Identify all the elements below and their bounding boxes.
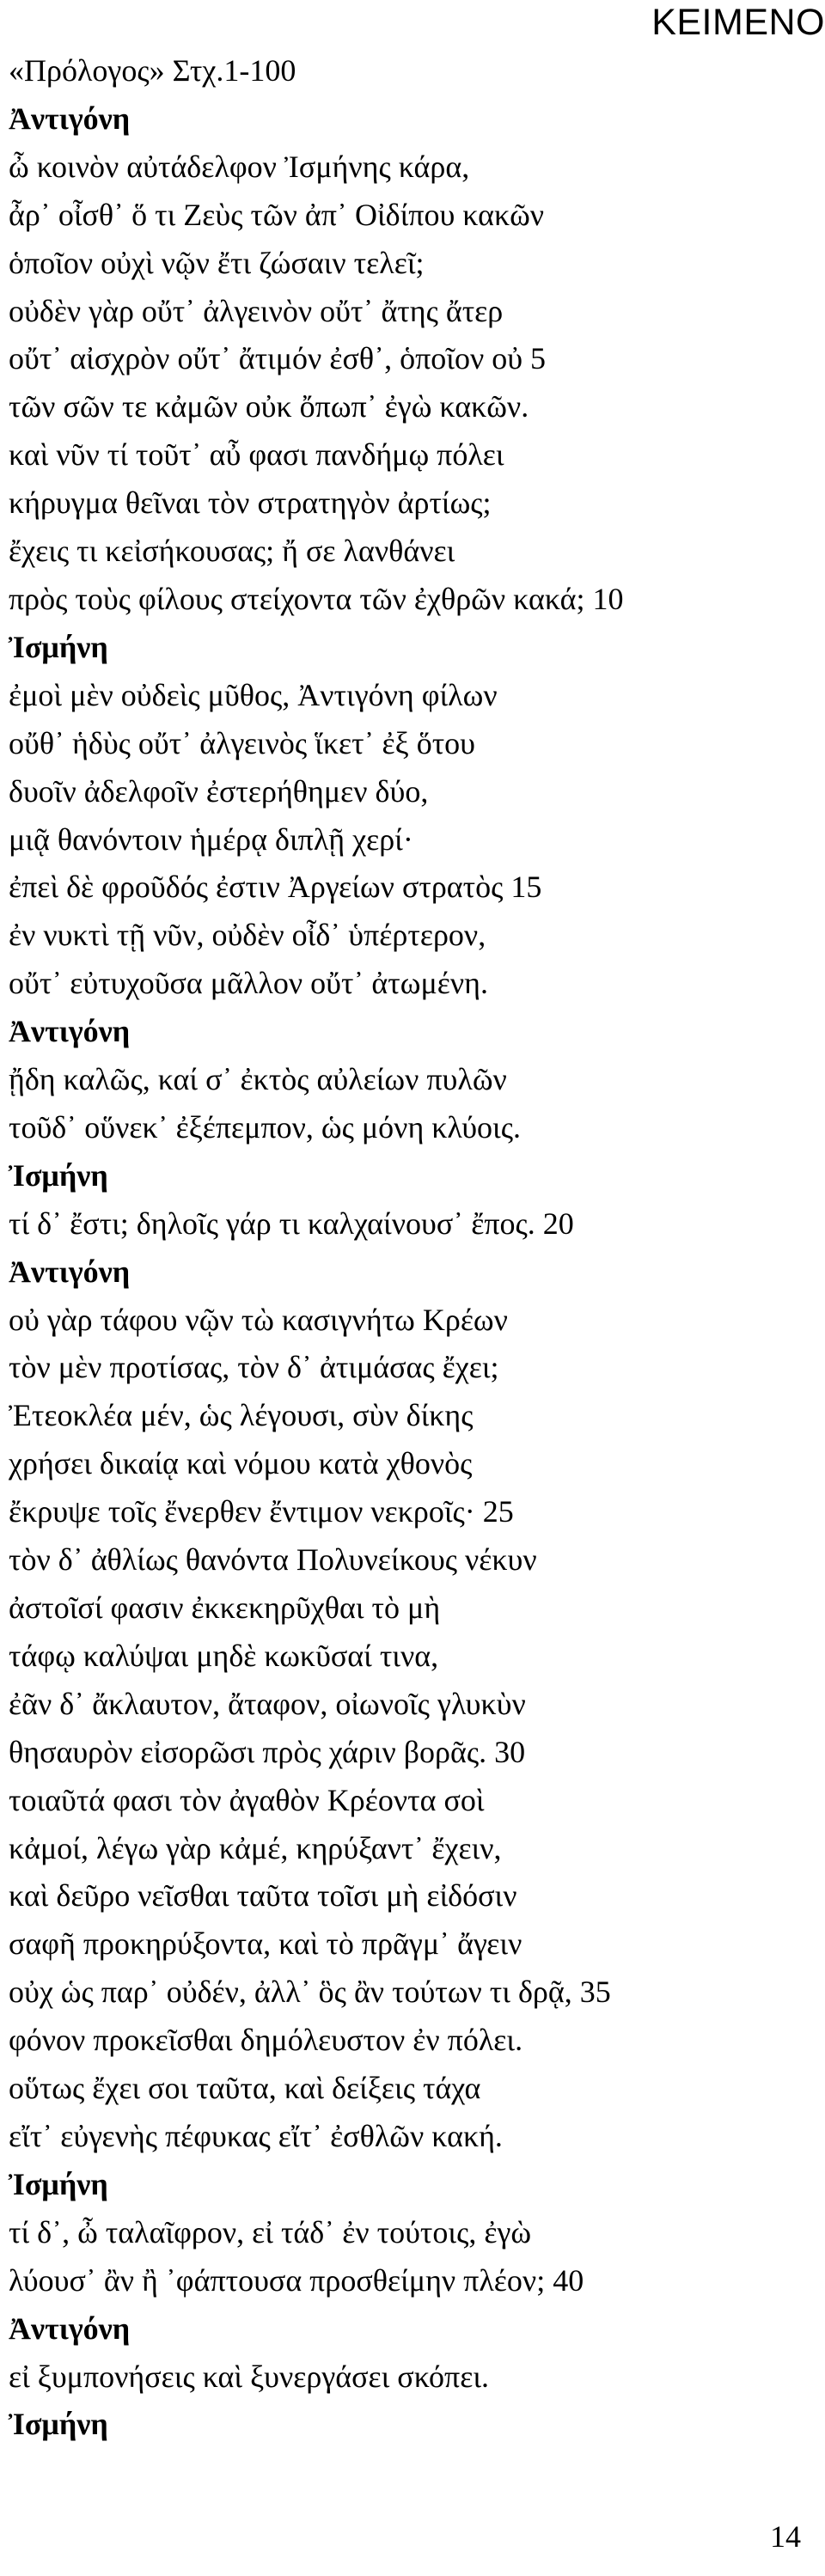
speaker-name: Ἰσμήνη <box>9 2407 108 2442</box>
verse-line: ἔκρυψε τοῖς ἔνερθεν ἔντιμον νεκροῖς· 25 <box>9 1494 514 1529</box>
verse-line: οὔτ᾽ εὐτυχοῦσα μᾶλλον οὔτ᾽ ἀτωμένη. <box>9 966 488 1001</box>
verse-line: ὁποῖον οὐχὶ νῷν ἔτι ζώσαιν τελεῖ; <box>9 245 425 280</box>
verse-line: τί δ᾽, ὦ ταλαῖφρον, εἰ τάδ᾽ ἐν τούτοις, ἐγὼ <box>9 2214 532 2249</box>
verse-line: πρὸς τοὺς φίλους στείχοντα τῶν ἐχθρῶν κακά; 10 <box>9 581 624 616</box>
verse-line: ἐᾶν δ᾽ ἄκλαυτον, ἄταφον, οἰωνοῖς γλυκὺν <box>9 1686 526 1721</box>
verse-line: οὐχ ὡς παρ᾽ οὐδέν, ἀλλ᾽ ὃς ἂν τούτων τι δρᾷ, 35 <box>9 1975 611 2010</box>
verse-line: κήρυγμα θεῖναι τὸν στρατηγὸν ἀρτίως; <box>9 485 492 521</box>
verse-line: τὸν μὲν προτίσας, τὸν δ᾽ ἀτιμάσας ἔχει; <box>9 1350 499 1385</box>
speaker-name: Ἀντιγόνη <box>9 1254 131 1289</box>
verse-line: τὸν δ᾽ ἀθλίως θανόντα Πολυνείκους νέκυν <box>9 1542 537 1578</box>
verse-line: ἐμοὶ μὲν οὐδεὶς μῦθος, Ἀντιγόνη φίλων <box>9 677 498 712</box>
verse-line: σαφῆ προκηρύξοντα, καὶ τὸ πρᾶγμ᾽ ἄγειν <box>9 1926 522 1962</box>
verse-line: τάφῳ καλύψαι μηδὲ κωκῦσαί τινα, <box>9 1638 439 1673</box>
speaker-name: Ἰσμήνη <box>9 2166 108 2201</box>
speaker-name: Ἀντιγόνη <box>9 1014 131 1049</box>
page-number: 14 <box>770 2519 801 2554</box>
verse-line: τοῦδ᾽ οὕνεκ᾽ ἐξέπεμπον, ὡς μόνη κλύοις. <box>9 1109 521 1145</box>
verse-line: ἐν νυκτὶ τῇ νῦν, οὐδὲν οἶδ᾽ ὑπέρτερον, <box>9 918 486 953</box>
verse-line: εἴτ᾽ εὐγενὴς πέφυκας εἴτ᾽ ἐσθλῶν κακή. <box>9 2118 503 2153</box>
verse-line: λύουσ᾽ ἂν ἢ ᾽φάπτουσα προσθείμην πλέον; 40 <box>9 2262 584 2298</box>
verse-line: εἰ ξυμπονήσεις καὶ ξυνεργάσει σκόπει. <box>9 2359 490 2394</box>
verse-line: ᾔδη καλῶς, καί σ᾽ ἐκτὸς αὐλείων πυλῶν <box>9 1062 507 1097</box>
verse-line: χρήσει δικαίᾳ καὶ νόμου κατὰ χθονὸς <box>9 1446 473 1481</box>
verse-line: φόνον προκεῖσθαι δημόλευστον ἐν πόλει. <box>9 2023 523 2058</box>
verse-line: δυοῖν ἀδελφοῖν ἐστερήθημεν δύο, <box>9 773 429 809</box>
verse-line: ὦ κοινὸν αὐτάδελφον Ἰσμήνης κάρα, <box>9 149 470 184</box>
verse-line: Ἐτεοκλέα μέν, ὡς λέγουσι, σὺν δίκης <box>9 1398 474 1433</box>
speaker-name: Ἀντιγόνη <box>9 101 131 136</box>
verse-line: ἀστοῖσί φασιν ἐκκεκηρῦχθαι τὸ μὴ <box>9 1590 441 1625</box>
verse-line: ἆρ᾽ οἶσθ᾽ ὅ τι Ζεὺς τῶν ἀπ᾽ Οἰδίπου κακῶν <box>9 197 545 232</box>
verse-line: μιᾷ θανόντοιν ἡμέρᾳ διπλῇ χερί· <box>9 821 413 857</box>
verse-line: τῶν σῶν τε κἀμῶν οὐκ ὄπωπ᾽ ἐγὼ κακῶν. <box>9 389 529 424</box>
verse-line: ἔχεις τι κεἰσήκουσας; ἤ σε λανθάνει <box>9 534 455 569</box>
verse-line: ἐπεὶ δὲ φροῦδός ἐστιν Ἀργείων στρατὸς 15 <box>9 870 542 905</box>
verse-line: οὕτως ἔχει σοι ταῦτα, καὶ δείξεις τάχα <box>9 2071 481 2106</box>
speaker-name: Ἰσμήνη <box>9 629 108 664</box>
document-header-title: ΚΕΙΜΕΝΟ <box>651 2 825 43</box>
verse-line: τί δ᾽ ἔστι; δηλοῖς γάρ τι καλχαίνουσ᾽ ἔπος. 20 <box>9 1206 574 1241</box>
verse-line: οὔτ᾽ αἰσχρὸν οὔτ᾽ ἄτιμόν ἐσθ᾽, ὁποῖον οὐ 5 <box>9 341 547 376</box>
section-heading: «Πρόλογος» Στχ.1-100 <box>9 53 296 88</box>
verse-line: κἀμοί, λέγω γὰρ κἀμέ, κηρύξαντ᾽ ἔχειν, <box>9 1830 502 1865</box>
verse-line: οὔθ᾽ ἡδὺς οὔτ᾽ ἀλγεινὸς ἵκετ᾽ ἐξ ὅτου <box>9 725 476 760</box>
speaker-name: Ἀντιγόνη <box>9 2310 131 2346</box>
play-text <box>9 47 808 2449</box>
verse-line: καὶ νῦν τί τοῦτ᾽ αὖ φασι πανδήμῳ πόλει <box>9 437 504 473</box>
verse-line: τοιαῦτά φασι τὸν ἀγαθὸν Κρέοντα σοὶ <box>9 1782 485 1817</box>
verse-line: καὶ δεῦρο νεῖσθαι ταῦτα τοῖσι μὴ εἰδόσιν <box>9 1878 517 1914</box>
verse-line: οὐ γὰρ τάφου νῷν τὼ κασιγνήτω Κρέων <box>9 1302 508 1337</box>
verse-line: οὐδὲν γὰρ οὔτ᾽ ἀλγεινὸν οὔτ᾽ ἄτης ἄτερ <box>9 293 504 328</box>
verse-line: θησαυρὸν εἰσορῶσι πρὸς χάριν βορᾶς. 30 <box>9 1734 526 1769</box>
speaker-name: Ἰσμήνη <box>9 1157 108 1193</box>
